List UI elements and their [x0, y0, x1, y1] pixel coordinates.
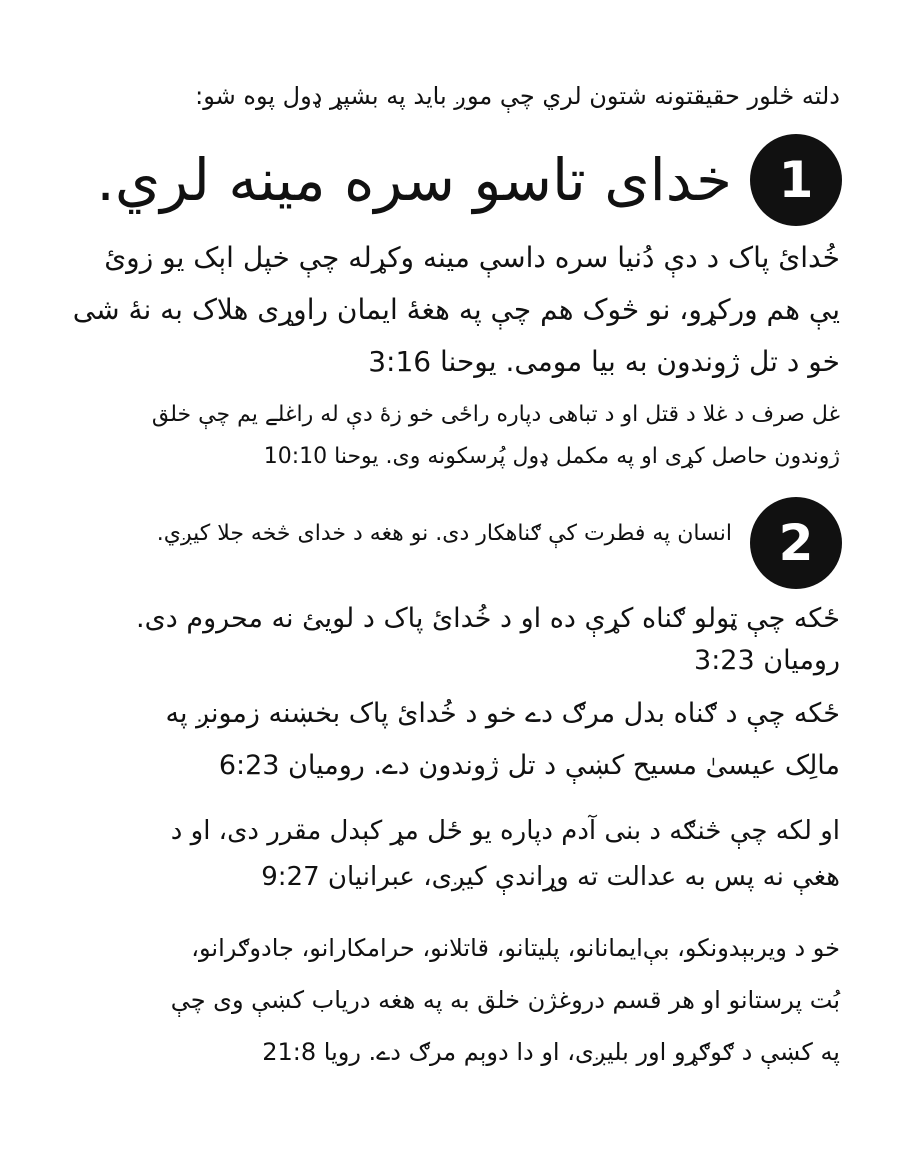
- section-2-paragraph-2: [62, 688, 840, 792]
- paragraph-line: ځکه چې د ګناه بدل مرګ دے خو د خُدایٔ پاک بخښنه زمونږ په: [165, 698, 840, 729]
- section-1-number-badge: 1: [750, 134, 842, 226]
- section-1-heading: خدای تاسو سره مینه لري.: [96, 146, 732, 214]
- section-1-paragraph: [62, 232, 840, 388]
- intro-text: دلته څلور حقیقتونه شتون لري چې موږ باید په بشپړ ډول پوه شو:: [195, 82, 840, 110]
- paragraph-line: خو د تل ژوندون به بیا مومی. یوحنا 3:16: [368, 345, 840, 378]
- note-line: غل صرف د غلا د قتل او د تباهی دپاره راځی خو زهٔ دې له راغلے یم چې خلق: [151, 402, 840, 427]
- paragraph-line: خو د ویربېدونکو، بې‌ایمانانو، پلیتانو، قاتلانو، حرامکارانو، جادوګرانو،: [191, 934, 840, 962]
- section-2-paragraph-1: [62, 598, 840, 682]
- paragraph-line: په کښې د ګوګړو اور بلیږی، او دا دوېم مرګ دے. رویا 21:8: [262, 1038, 840, 1066]
- paragraph-line: ځکه چې ټولو ګناه کړې ده او د خُدایٔ پاک د لویئ نه محروم دی.: [136, 603, 840, 634]
- section-2-heading: انسان په فطرت کې ګناهکار دی. نو هغه د خدای څخه جلا کیږي.: [156, 521, 732, 546]
- paragraph-line: رومیان 3:23: [694, 645, 840, 676]
- paragraph-line: بُت پرستانو او هر قسم دروغژن خلق به په هغه دریاب کښې وی چې: [170, 986, 840, 1014]
- paragraph-line: یې هم ورکړو، نو څوک هم چې په هغهٔ ایمان راوړی هلاک به نهٔ شی: [72, 293, 840, 326]
- section-2-number-badge: 2: [750, 497, 842, 589]
- paragraph-line: او لکه چې څنګه د بنی آدم دپاره یو ځل مړ کېدل مقرر دی، او د: [170, 816, 840, 846]
- note-line: ژوندون حاصل کړی او په مکمل ډول پُرسکونه وی. یوحنا 10:10: [263, 444, 840, 469]
- section-2-paragraph-4: [62, 922, 840, 1078]
- paragraph-line: خُدایٔ پاک د دې دُنیا سره داسې مینه وکړله چې خپل اېک یو زوئ: [104, 241, 840, 274]
- section-2-paragraph-3: [62, 808, 840, 900]
- section-1-note: [62, 394, 840, 478]
- paragraph-line: مالِک عیسیٰ مسیح کښې د تل ژوندون دے. رومیان 6:23: [218, 750, 840, 781]
- paragraph-line: هغې نه پس به عدالت ته وړاندې کیږی، عبرانیان 9:27: [261, 862, 840, 892]
